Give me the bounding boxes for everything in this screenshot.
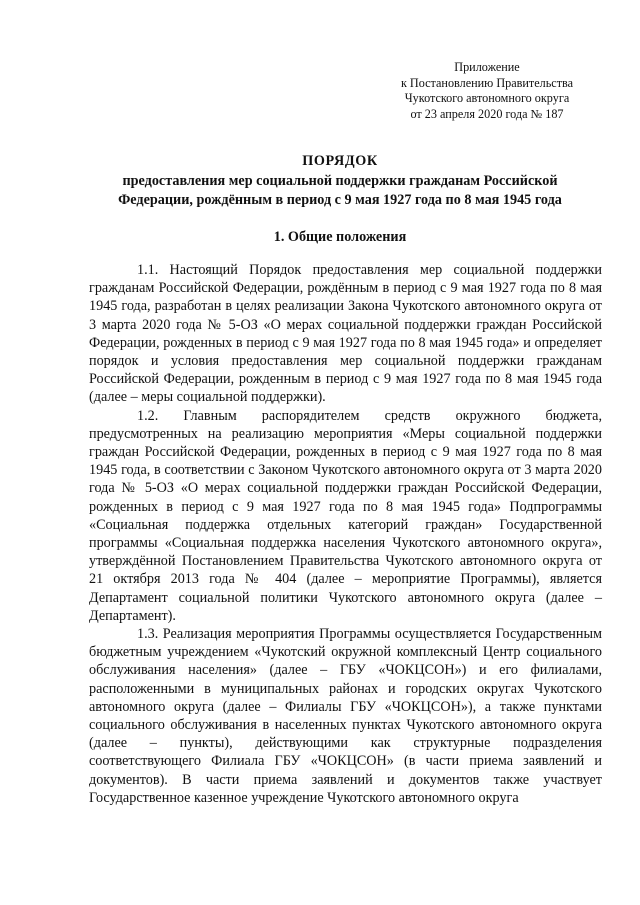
document-subtitle-line-2: Федерации, рождённым в период с 9 мая 1927 года по 8 мая 1945 года: [118, 191, 562, 208]
appendix-line-2: к Постановлению Правительства: [400, 75, 574, 90]
document-title: ПОРЯДОК: [302, 153, 378, 169]
section-heading: 1. Общие положения: [273, 229, 407, 245]
paragraph-1-2: 1.2. Главным распорядителем средств окружного бюджета, предусмотренных на реализацию мероприятия «Меры социальной поддержки граждан Российской Федерации, рожденных в период с 9 мая 1927 года по 8 мая 1945 года, в соответствии с Законом Чукотского автономного округа от 3 марта 2020 года № 5-ОЗ «О мерах социальной поддержки граждан Российской Федерации, рожденных в период с 9 мая 1927 года по 8 мая 1945 года» Подпрограммы «Социальная поддержка отдельных категорий граждан» Государственной программы «Социальная поддержка населения Чукотского автономного округа», утверждённой Постановлением Правительства Чукотского автономного округа от 21 октября 2013 года № 404 (далее – мероприятие Программы), является Департамент социальной политики Чукотского автономного округа (далее – Департамент).: [89, 407, 602, 624]
document-subtitle-line-1: предоставления мер социальной поддержки гражданам Российской: [122, 173, 558, 189]
appendix-line-4: от 23 апреля 2020 года № 187: [410, 106, 564, 121]
document-subtitle: [60, 172, 620, 209]
appendix-line-3: Чукотского автономного округа: [404, 91, 570, 106]
paragraph-1-1: 1.1. Настоящий Порядок предоставления мер социальной поддержки гражданам Российской Федерации, рождённым в период с 9 мая 1927 года по 8 мая 1945 года, разработан в целях реализации Закона Чукотского автономного округа от 3 марта 2020 года № 5-ОЗ «О мерах социальной поддержки граждан Российской Федерации, рожденных в период с 9 мая 1927 года по 8 мая 1945 года» и определяет порядок и условия предоставления мер социальной поддержки гражданам Российской Федерации, рожденным в период с 9 мая 1927 года по 8 мая 1945 года (далее – меры социальной поддержки).: [89, 262, 602, 406]
appendix-block: [372, 60, 602, 122]
section-body: [89, 261, 602, 807]
paragraph-1-3: 1.3. Реализация мероприятия Программы осуществляется Государственным бюджетным учреждением «Чукотский окружной комплексный Центр социального обслуживания населения» (далее – ГБУ «ЧОКЦСОН») и его филиалами, расположенными в муниципальных районах и городских округах Чукотского автономного округа (далее – Филиалы ГБУ «ЧОКЦСОН»), а также пунктами социального обслуживания в населенных пунктах Чукотского автономного округа (далее – пункты), действующими как структурные подразделения соответствующего Филиала ГБУ «ЧОКЦСОН» (в части приема заявлений и документов). В части приема заявлений и документов также участвует Государственное казенное учреждение Чукотского автономного округа: [89, 626, 602, 806]
appendix-line-1: Приложение: [454, 60, 520, 74]
